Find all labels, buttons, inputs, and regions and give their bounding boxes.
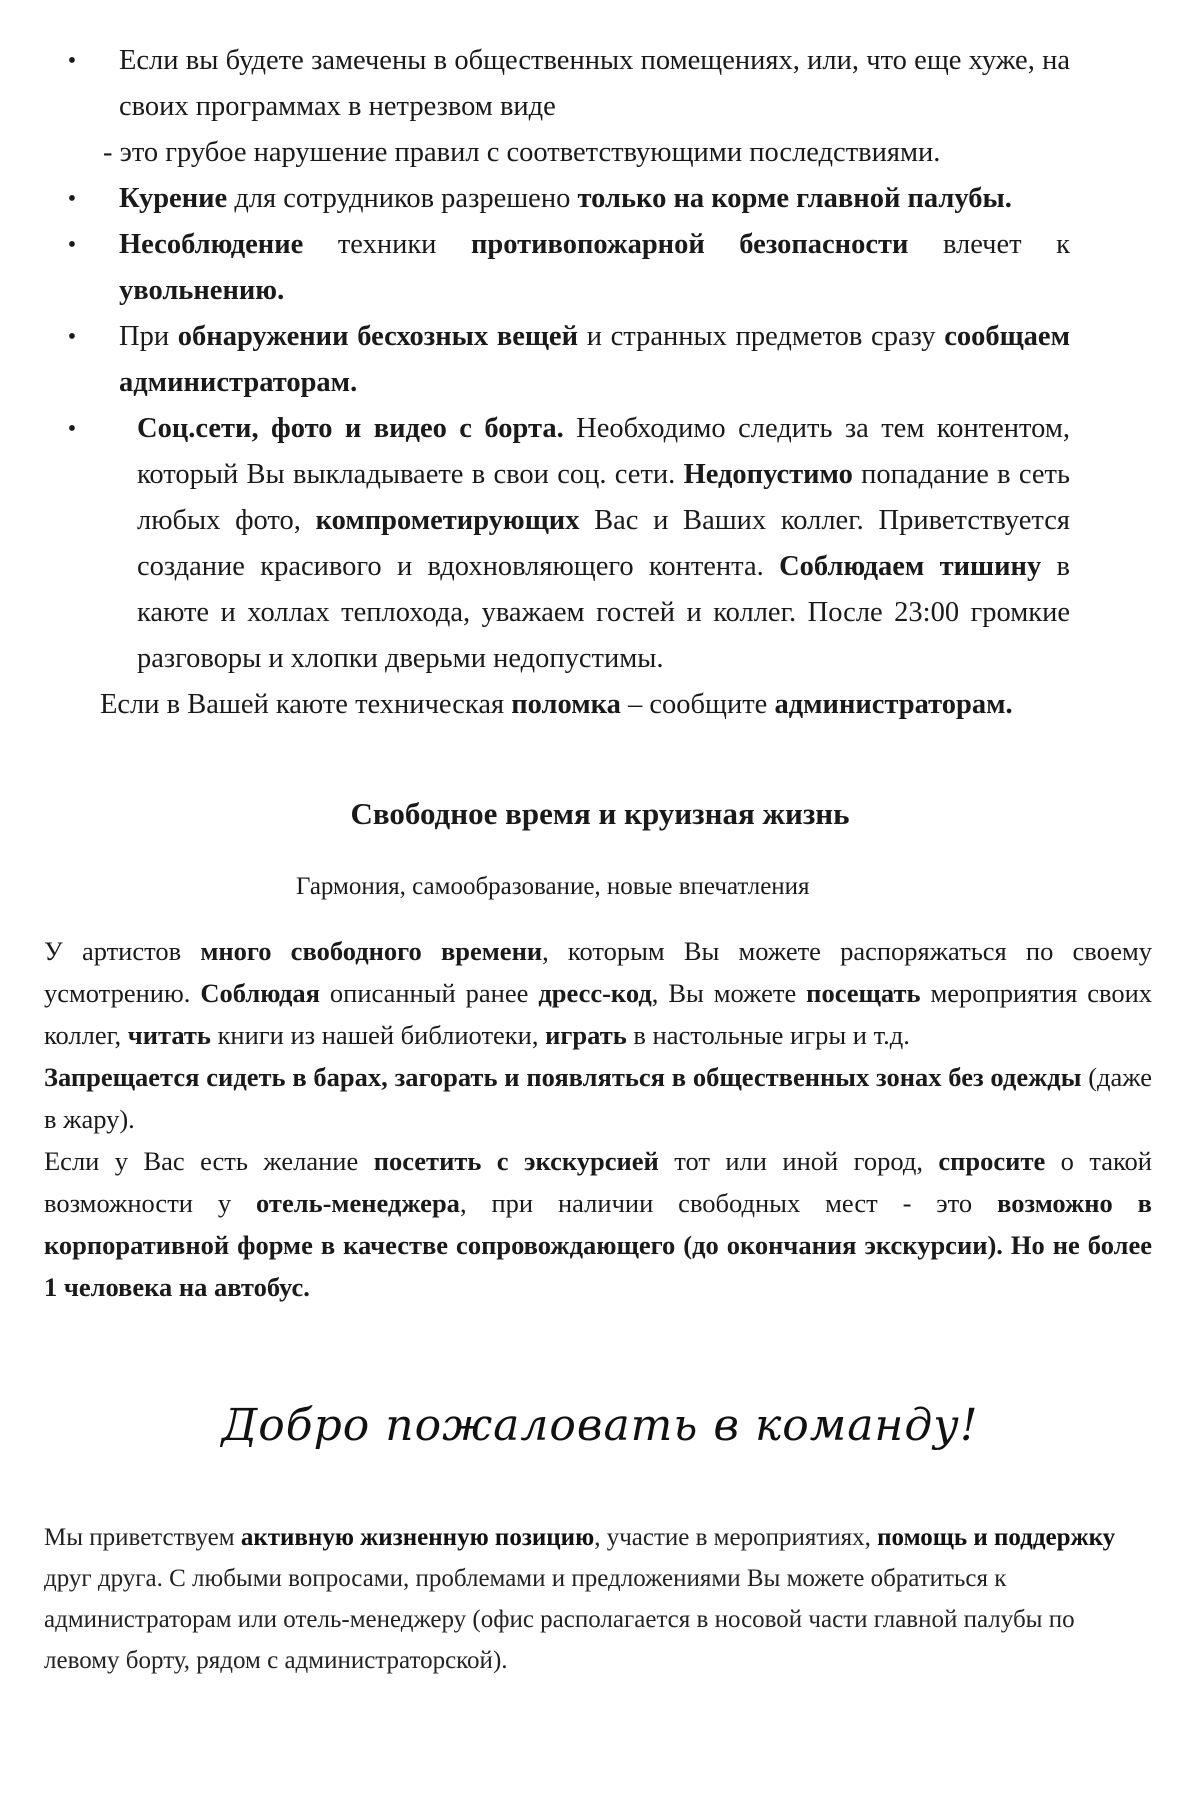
free-time-paragraph [44, 930, 1152, 1056]
text-run: в каюте и холлах теплохода, уважаем гостей и коллег. После 23:00 громкие разговоры и хлопки дверьми недопустимы. [137, 551, 1070, 674]
rule-item-intoxication [0, 38, 1200, 176]
bullet-icon: • [67, 186, 77, 212]
rule-text [119, 222, 1070, 314]
text-run: Если вы будете замечены в общественных помещениях, или, что еще хуже, на своих программах в нетрезвом виде [119, 45, 1070, 122]
section-subtitle: Гармония, самообразование, новые впечатления [296, 873, 810, 900]
bold-text-run: помощь и поддержку [877, 1524, 1116, 1551]
text-run: , Вы можете [651, 978, 807, 1008]
bold-text-run: посетить с экскурсией [373, 1146, 659, 1176]
text-run: книги из нашей библиотеки, [210, 1020, 546, 1050]
rule-item-unattended-items [0, 314, 1200, 406]
bold-text-run: компрометирующих [315, 505, 580, 536]
rule-text [0, 38, 1070, 130]
free-time-block [44, 930, 1152, 1308]
bold-text-run: противопожарной безопасности [470, 229, 909, 260]
text-run: Если в Вашей каюте техническая [100, 689, 512, 720]
bold-text-run: Соблюдая [200, 978, 320, 1008]
rule-item-fire-safety [0, 222, 1200, 314]
closing-paragraph [44, 1517, 1144, 1681]
bold-text-run: дресс-код [538, 978, 652, 1008]
bold-text-run: Соблюдаем тишину [779, 551, 1042, 582]
text-run: друг друга. С любыми вопросами, проблемами и предложениями Вы можете обратиться к администраторам или отель-менеджеру (офис располагается в носовой части главной палубы по левому борту, рядом с администраторской). [44, 1565, 1075, 1674]
bold-text-run: активную жизненную позицию [240, 1524, 595, 1551]
text-run: о такой возможности у [44, 1146, 1152, 1218]
text-run: Вас и Ваших коллег. Приветствуется создание красивого и вдохновляющего контента. [137, 505, 1070, 582]
bullet-icon: • [67, 232, 77, 258]
text-run: для сотрудников разрешено [227, 183, 578, 214]
prohibition-paragraph [44, 1056, 1152, 1140]
text-run: , которым Вы можете распоряжаться по своему усмотрению. [44, 936, 1152, 1008]
rule-text [119, 176, 1070, 222]
text-run: в настольные игры и т.д. [626, 1020, 910, 1050]
bold-text-run: Недопустимо [683, 459, 853, 490]
bold-text-run: поломка [511, 689, 621, 720]
bold-text-run: читать [127, 1020, 211, 1050]
text-run: техники [303, 229, 471, 260]
text-run: Если у Вас есть желание [44, 1146, 374, 1176]
bold-text-run: Запрещается сидеть в барах, загорать и появляться в общественных зонах без одежды [44, 1062, 1082, 1092]
text-run: У артистов [44, 936, 201, 966]
section-title: Свободное время и круизная жизнь [350, 796, 850, 831]
text-run: и странных предметов сразу [578, 321, 945, 352]
text-run: тот или иной город, [658, 1146, 939, 1176]
text-run: мероприятия своих коллег, [44, 978, 1153, 1050]
rule-text [137, 406, 1070, 682]
bold-text-run: только на корме главной палубы. [577, 183, 1012, 214]
bold-text-run: возможно в корпоративной форме в качестве сопровождающего (до окончания экскурсии). Но не более 1 человека на автобус. [44, 1188, 1152, 1302]
rule-text [119, 314, 1070, 406]
text-run: попадание в сеть любых фото, [137, 459, 1070, 536]
rule-item-social-media [0, 406, 1200, 682]
breakdown-text [100, 682, 1140, 728]
text-run: влечет к [908, 229, 1070, 260]
bold-text-run: увольнению. [119, 275, 285, 306]
bold-text-run: Соц.сети, фото и видео с борта. [137, 413, 564, 444]
welcome-heading: Добро пожаловать в команду! [221, 1400, 979, 1451]
bullet-icon: • [67, 324, 77, 350]
excursion-paragraph [44, 1140, 1152, 1308]
text-run: , при наличии свободных мест - это [459, 1188, 998, 1218]
text-run: Мы приветствуем [44, 1524, 241, 1551]
bold-text-run: много свободного времени [200, 936, 543, 966]
text-run: описанный ранее [319, 978, 539, 1008]
bold-text-run: Несоблюдение [119, 229, 304, 260]
bullet-icon: • [67, 416, 77, 442]
text-run: , участие в мероприятиях, [594, 1524, 878, 1551]
bold-text-run: сообщаем администраторам. [119, 321, 1070, 398]
breakdown-note [100, 682, 1140, 728]
bold-text-run: администраторам. [774, 689, 1013, 720]
rule-item-smoking [0, 176, 1200, 222]
bold-text-run: спросите [938, 1146, 1046, 1176]
rules-list [0, 38, 1200, 728]
text-run: – сообщите [620, 689, 775, 720]
text-run: При [119, 321, 178, 352]
bullet-icon: • [67, 48, 77, 74]
text-run: (даже в жару). [44, 1062, 1153, 1134]
text-run: Необходимо следить за тем контентом, который Вы выкладываете в свои соц. сети. [137, 413, 1070, 490]
bold-text-run: Курение [119, 183, 228, 214]
bold-text-run: играть [545, 1020, 627, 1050]
bold-text-run: обнаружении бесхозных вещей [177, 321, 579, 352]
bold-text-run: посещать [806, 978, 921, 1008]
rule-continuation: - это грубое нарушение правил с соответствующими последствиями. [103, 137, 941, 168]
bold-text-run: отель-менеджера [256, 1188, 460, 1218]
